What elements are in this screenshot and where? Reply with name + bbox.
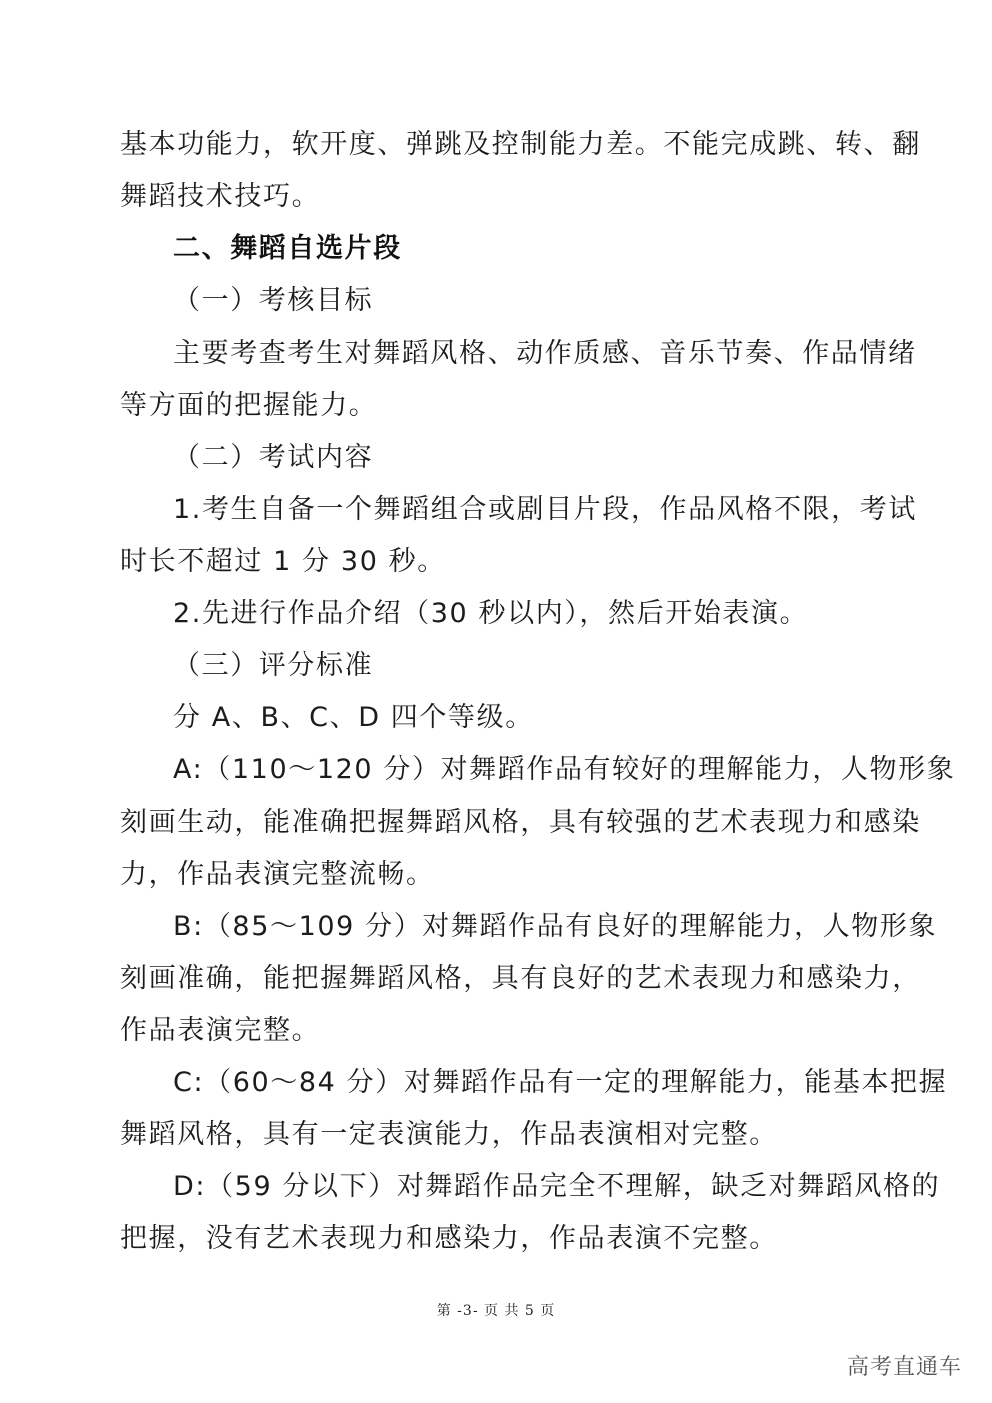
section-heading: 二、舞蹈自选片段	[173, 233, 402, 264]
grade-b-line: B:（85～109 分）对舞蹈作品有良好的理解能力，人物形象	[173, 911, 938, 942]
list-item: 2.先进行作品介绍（30 秒以内），然后开始表演。	[173, 598, 809, 629]
paragraph-line: 刻画准确，能把握舞蹈风格，具有良好的艺术表现力和感染力，	[120, 963, 921, 994]
paragraph-line: 把握，没有艺术表现力和感染力，作品表演不完整。	[120, 1223, 778, 1254]
paragraph-line: 刻画生动，能准确把握舞蹈风格，具有较强的艺术表现力和感染	[120, 807, 921, 838]
subsection-heading: （二）考试内容	[173, 442, 374, 473]
paragraph-line: 时长不超过 1 分 30 秒。	[120, 546, 446, 577]
paragraph-line: 主要考查考生对舞蹈风格、动作质感、音乐节奏、作品情绪	[173, 338, 917, 369]
subsection-heading: （一）考核目标	[173, 285, 374, 316]
page-number-footer: 第 -3- 页 共 5 页	[436, 1303, 556, 1319]
paragraph-line: 作品表演完整。	[120, 1015, 321, 1046]
paragraph-line: 等方面的把握能力。	[120, 390, 378, 421]
list-item: 1.考生自备一个舞蹈组合或剧目片段，作品风格不限，考试	[173, 494, 917, 525]
grade-a-line: A:（110～120 分）对舞蹈作品有较好的理解能力，人物形象	[173, 754, 956, 785]
grade-d-line: D:（59 分以下）对舞蹈作品完全不理解，缺乏对舞蹈风格的	[173, 1171, 941, 1202]
grade-c-line: C:（60～84 分）对舞蹈作品有一定的理解能力，能基本把握	[173, 1067, 948, 1098]
watermark-text: 高考直通车	[846, 1355, 962, 1380]
paragraph-line: 基本功能力，软开度、弹跳及控制能力差。不能完成跳、转、翻	[120, 129, 921, 160]
paragraph-line: 舞蹈风格，具有一定表演能力，作品表演相对完整。	[120, 1119, 778, 1150]
paragraph-line: 力，作品表演完整流畅。	[120, 859, 435, 890]
paragraph-line: 舞蹈技术技巧。	[120, 181, 321, 212]
subsection-heading: （三）评分标准	[173, 650, 374, 681]
paragraph-line: 分 A、B、C、D 四个等级。	[173, 702, 534, 733]
